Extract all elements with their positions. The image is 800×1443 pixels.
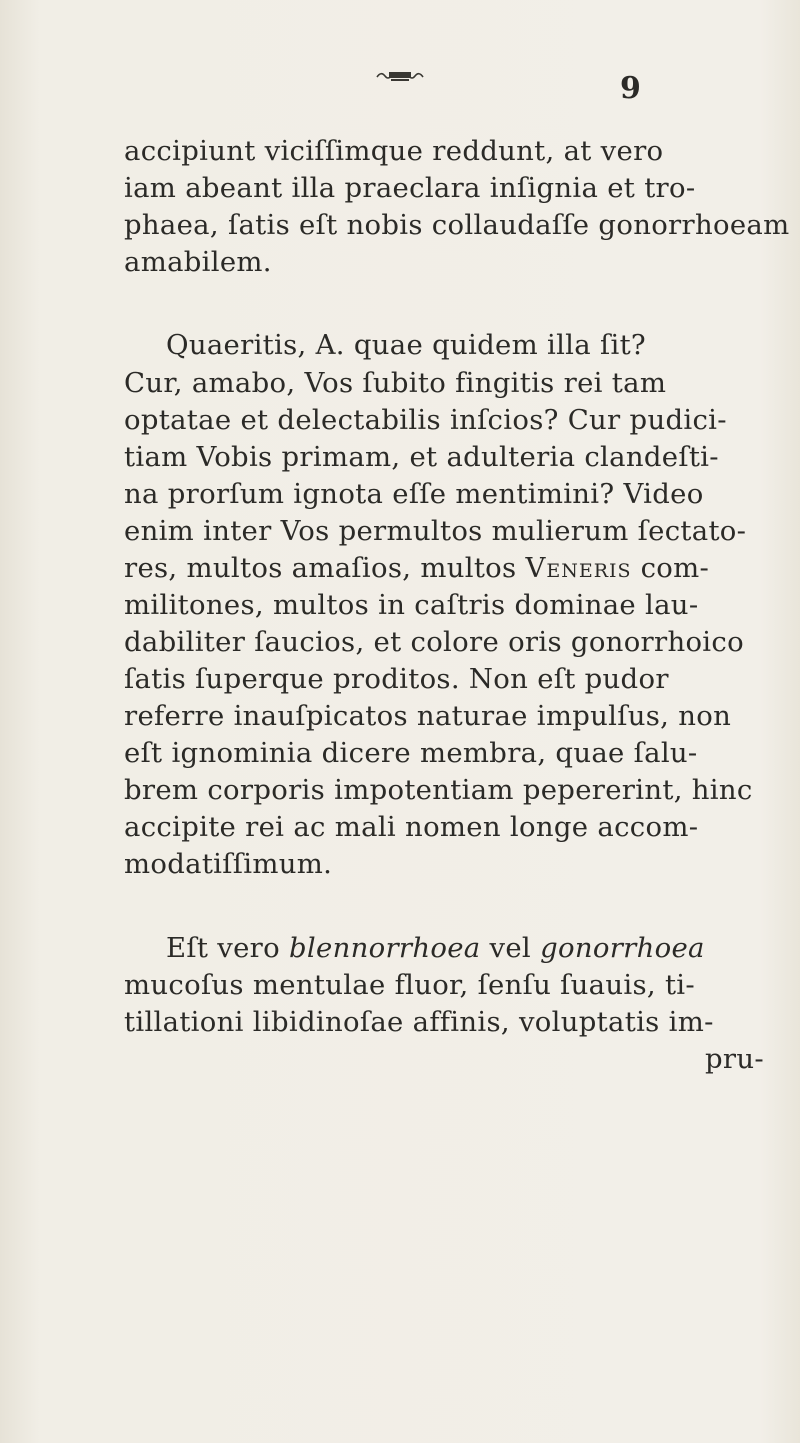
text-line: ſatis ſuperque proditos. Non eſt pudor [124, 663, 669, 695]
text-line: Cur, amabo, Vos ſubito fingitis rei tam [124, 367, 667, 399]
text-line [166, 930, 800, 966]
text-line: iam abeant illa praeclara inſignia et tro- [124, 172, 696, 204]
text-span: Eſt vero [166, 932, 289, 964]
text-line: accipiunt viciſſimque reddunt, at vero [124, 135, 664, 167]
text-line: eſt ignominia dicere membra, quae ſalu- [124, 737, 698, 769]
text-line: brem corporis impotentiam pepererint, hinc [124, 774, 753, 806]
text-line: referre inauſpicatos naturae impulſus, non [124, 700, 732, 732]
smallcaps-word: Veneris [525, 552, 632, 584]
text-line: na prorſum ignota eſſe mentimini? Video [124, 478, 704, 510]
text-line: militones, multos in caſtris dominae lau- [124, 589, 699, 621]
text-line: phaea, ſatis eſt nobis collaudaſſe gonorrhoeam [124, 209, 790, 241]
text-span: com- [631, 552, 710, 584]
text-span: res, multos amaſios, multos [124, 552, 526, 584]
text-line: tillationi libidinoſae affinis, voluptatis im- [124, 1006, 714, 1038]
text-line [124, 550, 764, 586]
text-line: accipite rei ac mali nomen longe accom- [124, 811, 699, 843]
text-line: Quaeritis, A. quae quidem illa ſit? [166, 329, 646, 361]
text-line: modatiſſimum. [124, 848, 333, 880]
catchword: pru- [705, 1043, 764, 1075]
italic-term: gonorrhoea [540, 932, 705, 964]
text-line: tiam Vobis primam, et adulteria clandeſti- [124, 441, 719, 473]
text-line: optatae et delectabilis inſcios? Cur pudici- [124, 404, 727, 436]
italic-term: blennorrhoea [289, 932, 481, 964]
text-line: mucoſus mentulae fluor, ſenſu ſuauis, ti- [124, 969, 695, 1001]
text-span: vel [480, 932, 541, 964]
text-line: dabiliter ſaucios, et colore oris gonorrhoico [124, 626, 744, 658]
page-number: 9 [620, 71, 641, 106]
text-line: enim inter Vos permultos mulierum ſectato- [124, 515, 747, 547]
text-line: amabilem. [124, 246, 272, 278]
